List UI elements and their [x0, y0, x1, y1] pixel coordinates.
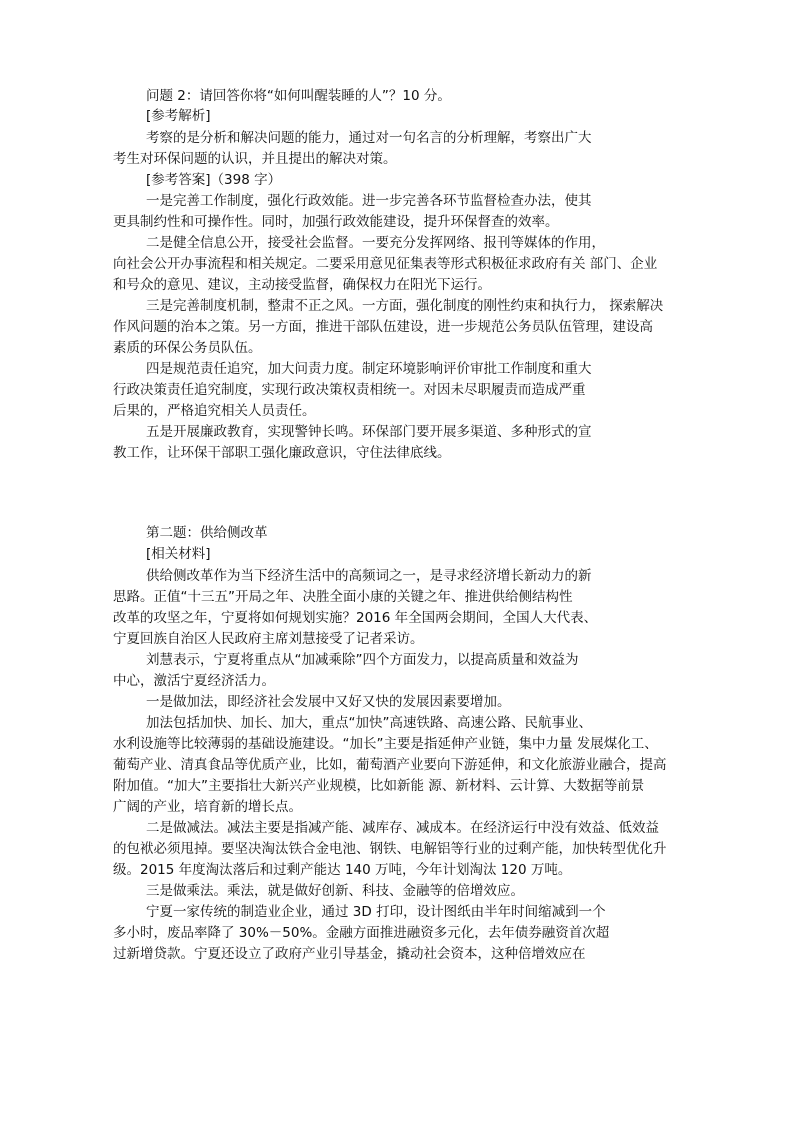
answer-line: 三是完善制度机制，整肃不正之风。一方面，强化制度的刚性约束和执行力， 探索解决: [146, 298, 664, 314]
answer-line: 一是完善工作制度，强化行政效能。进一步完善各环节监督检查办法，使其: [146, 193, 592, 209]
material-line: 中心，激活宁夏经济活力。: [113, 673, 275, 689]
answer-line: 向社会公开办事流程和相关规定。二要采用意见征集表等形式积极征求政府有关 部门、企业: [113, 256, 658, 272]
answer-line: 后果的，严格追究相关人员责任。: [113, 403, 316, 419]
material-line: 级。2015 年度淘汰落后和过剩产能达 140 万吨，今年计划淘汰 120 万吨。: [113, 862, 572, 878]
answer-line: 更具制约性和可操作性。同时，加强行政效能建设，提升环保督查的效率。: [113, 214, 559, 230]
material-line: 的包袱必须甩掉。要坚决淘汰铁合金电池、钢铁、电解铝等行业的过剩产能，加快转型优化升: [113, 841, 667, 857]
material-line: 一是做加法，即经济社会发展中又好又快的发展因素要增加。: [146, 694, 511, 710]
material-line: 宁夏回族自治区人民政府主席刘慧接受了记者采访。: [113, 631, 424, 647]
material-line: 广阔的产业，培育新的增长点。: [113, 799, 302, 815]
material-line: 水利设施等比较薄弱的基础设施建设。“加长”主要是指延伸产业链，集中力量 发展煤化工、: [113, 736, 658, 752]
material-line: 刘慧表示，宁夏将重点从“加减乘除”四个方面发力，以提高质量和效益为: [146, 652, 579, 668]
material-line: 过新增贷款。宁夏还设立了政府产业引导基金，撬动社会资本，这种倍增效应在: [113, 946, 586, 962]
answer-line: 和号众的意见、建议，主动接受监督，确保权力在阳光下运行。: [113, 277, 491, 293]
material-line: 宁夏一家传统的制造业企业，通过 3D 打印，设计图纸由半年时间缩减到一个: [146, 904, 606, 920]
analysis-line: 考察的是分析和解决问题的能力，通过对一句名言的分析理解，考察出广大: [146, 130, 592, 146]
material-line: 加法包括加快、加长、加大，重点“加快”高速铁路、高速公路、民航事业、: [146, 715, 592, 731]
answer-line: 二是健全信息公开，接受社会监督。一要充分发挥网络、报刊等媒体的作用，: [146, 235, 605, 251]
material-line: 二是做减法。减法主要是指减产能、减库存、减成本。在经济运行中没有效益、低效益: [146, 820, 659, 836]
material-line: 多小时，废品率降了 30%－50%。金融方面推进融资多元化，去年债券融资首次超: [113, 925, 610, 941]
answer-line: 四是规范责任追究，加大问责力度。制定环境影响评价审批工作制度和重大: [146, 361, 592, 377]
section-title: 第二题：供给侧改革: [146, 525, 268, 541]
answer-line: 教工作，让环保干部职工强化廉政意识，守住法律底线。: [113, 445, 451, 461]
material-line: 附加值。“加大”主要指壮大新兴产业规模，比如新能 源、新材料、云计算、大数据等前景: [113, 778, 645, 794]
answer-line: 五是开展廉政教育，实现警钟长鸣。环保部门要开展多渠道、多种形式的宣: [146, 424, 592, 440]
answer-line: 作风问题的治本之策。另一方面，推进干部队伍建设，进一步规范公务员队伍管理，建设高: [113, 319, 653, 335]
material-line: 改革的攻坚之年，宁夏将如何规划实施？2016 年全国两会期间，全国人大代表、: [113, 610, 598, 626]
material-line: 三是做乘法。乘法，就是做好创新、科技、金融等的倍增效应。: [146, 883, 524, 899]
answer-label: [参考答案]（398 字）: [146, 172, 282, 188]
material-line: 供给侧改革作为当下经济生活中的高频词之一，是寻求经济增长新动力的新: [146, 568, 592, 584]
analysis-line: 考生对环保问题的认识，并且提出的解决对策。: [113, 151, 397, 167]
answer-line: 行政决策责任追究制度，实现行政决策权责相统一。对因未尽职履责而造成严重: [113, 382, 586, 398]
material-line: 葡萄产业、清真食品等优质产业，比如，葡萄酒产业要向下游延伸，和文化旅游业融合，提高: [113, 757, 667, 773]
material-line: 思路。正值“十三五”开局之年、决胜全面小康的关键之年、推进供给侧结构性: [113, 589, 573, 605]
analysis-label: [参考解析]: [146, 108, 211, 124]
answer-line: 素质的环保公务员队伍。: [113, 340, 262, 356]
material-label: [相关材料]: [146, 546, 211, 562]
question-heading: 问题 2：请回答你将“如何叫醒装睡的人”？10 分。: [146, 88, 451, 104]
